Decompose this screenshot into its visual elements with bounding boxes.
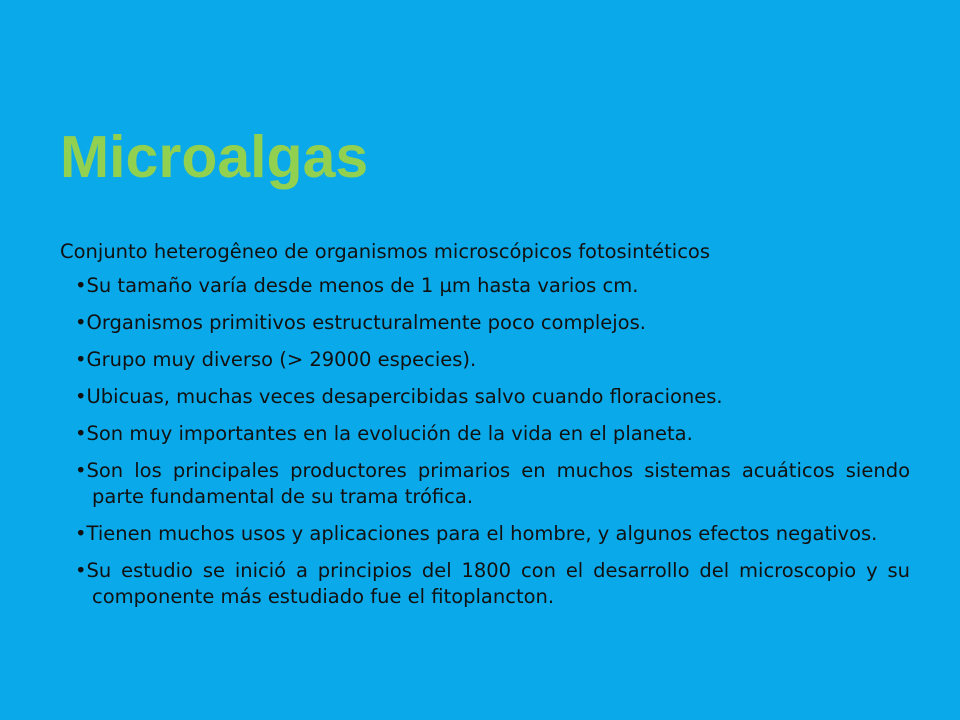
bullet-item: •Ubicuas, muchas veces desapercibidas salvo cuando floraciones. bbox=[75, 385, 723, 408]
bullet-item: •Grupo muy diverso (> 29000 especies). bbox=[75, 348, 477, 371]
bullet-item: •Su tamaño varía desde menos de 1 µm hasta varios cm. bbox=[75, 274, 639, 297]
slide-body bbox=[60, 233, 910, 610]
intro-text: Conjunto heterogêneo de organismos microscópicos fotosintéticos bbox=[60, 240, 711, 263]
slide-title: Microalgas bbox=[60, 124, 369, 190]
bullet-item: •Su estudio se inició a principios del 1800 con el desarrollo del microscopio y su componente más estudiado fue el fitoplancton. bbox=[75, 559, 910, 608]
bullet-item: •Son los principales productores primarios en muchos sistemas acuáticos siendo parte fundamental de su trama trófica. bbox=[75, 459, 910, 508]
bullet-item: •Organismos primitivos estructuralmente poco complejos. bbox=[75, 311, 646, 334]
bullet-item: •Son muy importantes en la evolución de la vida en el planeta. bbox=[75, 422, 693, 445]
bullet-item: •Tienen muchos usos y aplicaciones para el hombre, y algunos efectos negativos. bbox=[75, 522, 878, 545]
